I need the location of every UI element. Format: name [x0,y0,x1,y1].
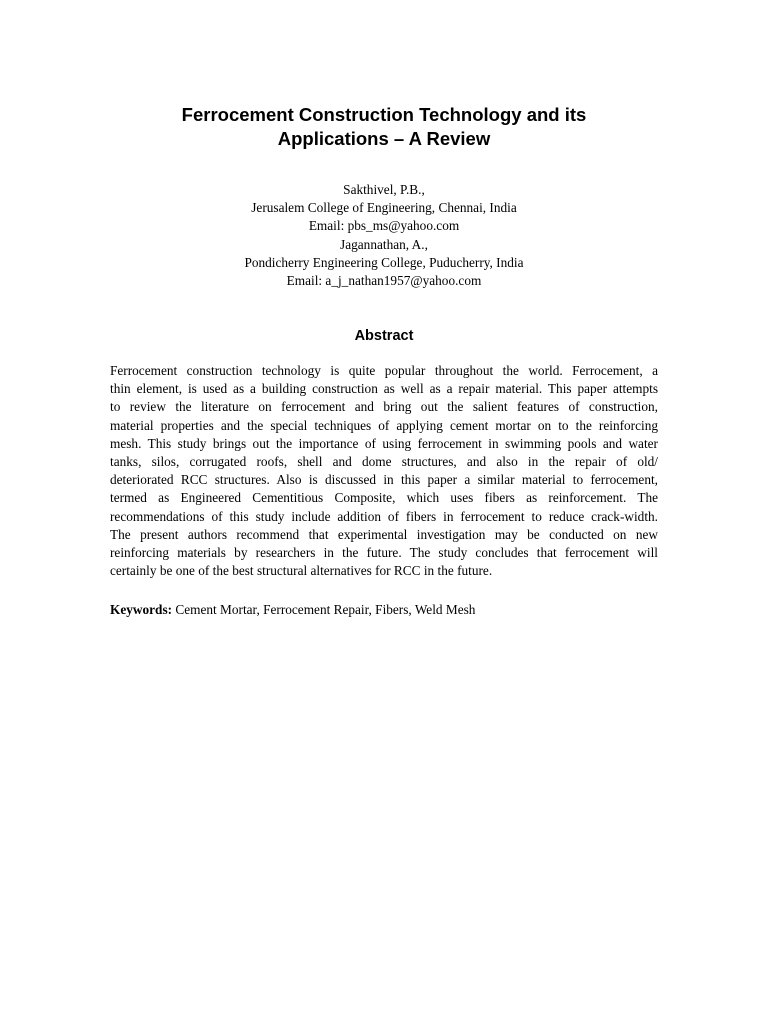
author-1-affiliation: Jerusalem College of Engineering, Chennai, India [251,200,517,216]
abstract-line: tanks, silos, corrugated roofs, shell and dome structures, and also in the repair of old/ [110,454,658,470]
author-block [150,181,618,290]
author-2-name: Jagannathan, A., [340,236,428,252]
abstract-line: thin element, is used as a building construction as well as a repair material. This paper attempts [110,381,658,397]
abstract-body [110,362,658,580]
author-1-email: Email: pbs_ms@yahoo.com [308,218,460,234]
abstract-line: to review the literature on ferrocement and bring out the salient features of construction, [110,399,658,415]
keywords-label: Keywords: [110,602,173,617]
keywords-line [110,601,658,619]
author-2-affiliation: Pondicherry Engineering College, Puducherry, India [244,254,524,270]
paper-title [100,103,668,151]
abstract-line: material properties and the special techniques of applying cement mortar on to the reinforcing [110,417,658,433]
abstract-line: certainly be one of the best structural alternatives for RCC in the future. [110,563,493,579]
abstract-line: The present authors recommend that experimental investigation may be conducted on new [110,526,658,542]
title-line-1: Ferrocement Construction Technology and its [181,104,587,125]
abstract-line: reinforcing materials by researchers in the future. The study concludes that ferrocement will [110,545,658,561]
author-1-name: Sakthivel, P.B., [343,182,425,197]
author-2-email: Email: a_j_nathan1957@yahoo.com [286,273,482,289]
title-line-2: Applications – A Review [277,128,491,149]
abstract-line: termed as Engineered Cementitious Composite, which uses fibers as reinforcement. The [110,490,658,506]
keywords-text: Cement Mortar, Ferrocement Repair, Fibers, Weld Mesh [172,602,476,617]
abstract-heading: Abstract [354,328,414,344]
abstract-line: deteriorated RCC structures. Also is discussed in this paper a similar material to ferrocement, [110,472,658,488]
abstract-line: Ferrocement construction technology is quite popular throughout the world. Ferrocement, a [110,363,658,378]
abstract-line: mesh. This study brings out the importance of using ferrocement in swimming pools and water [110,435,658,451]
abstract-line: recommendations of this study include addition of fibers in ferrocement to reduce crack-width. [110,508,658,524]
